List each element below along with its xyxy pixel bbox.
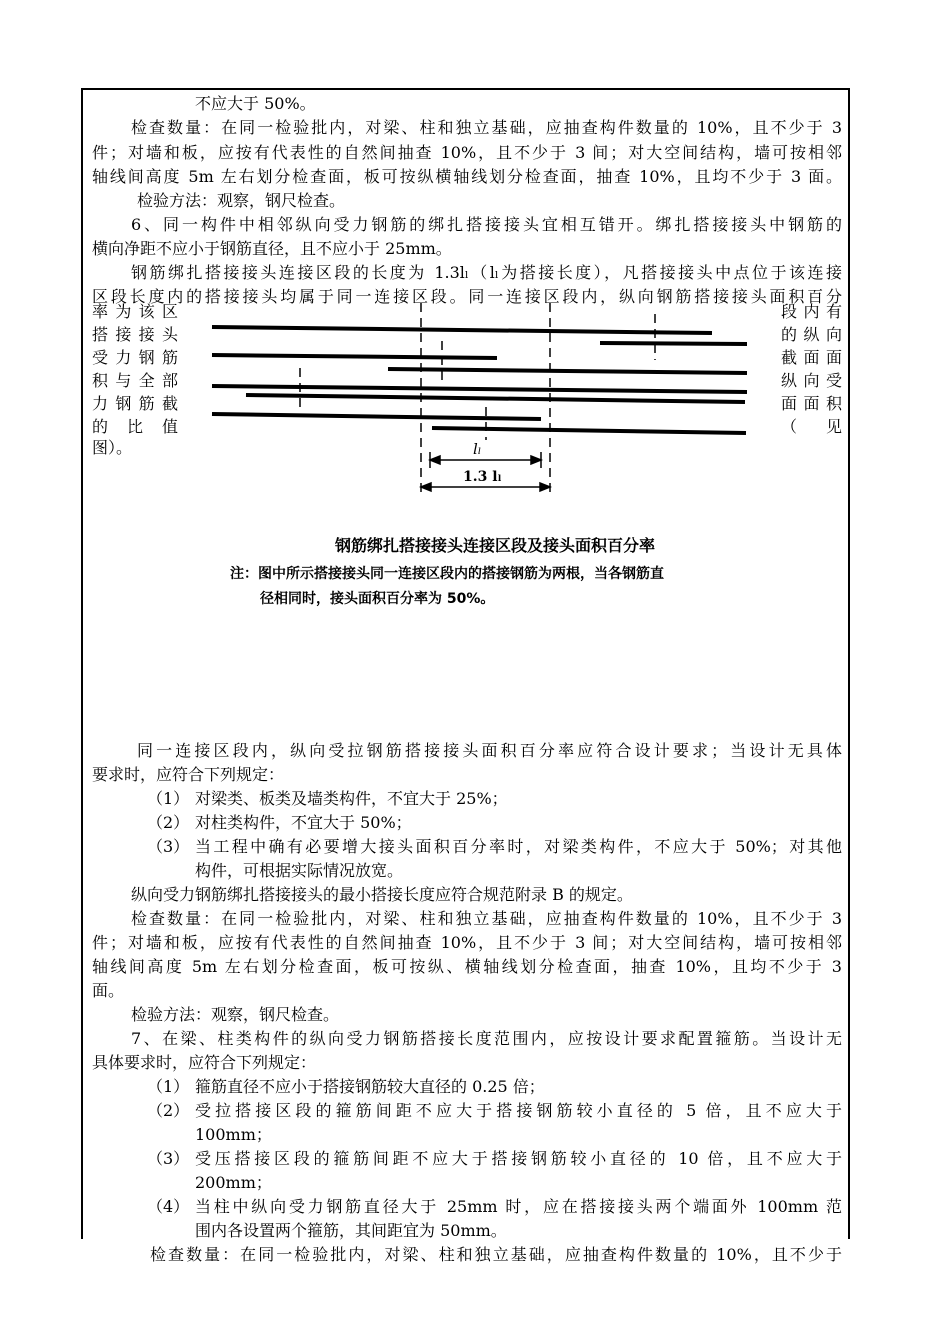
text-line: 不应大于 50%。 bbox=[195, 94, 316, 113]
wrap-left-line: 受力钢筋 bbox=[92, 348, 178, 367]
rebar-bar bbox=[212, 414, 541, 419]
text-line: 6、同一构件中相邻纵向受力钢筋的绑扎搭接接头宜相互错开。绑扎搭接接头中钢筋的 bbox=[131, 215, 842, 234]
rebar-bar bbox=[600, 343, 747, 344]
lap-splice-diagram bbox=[0, 0, 950, 600]
list-number: （1） bbox=[147, 1077, 190, 1096]
text-line: 件；对墙和板，应按有代表性的自然间抽查 10%，且不少于 3 间；对大空间结构，墙可按相邻 bbox=[92, 143, 842, 162]
arrow-head bbox=[540, 483, 550, 491]
wrap-left-line: 的比值 bbox=[92, 417, 178, 436]
text-line: 轴线间高度 5m 左右划分检查面，板可按纵、横轴线划分检查面，抽查 10%，且均不少于 3 bbox=[92, 957, 842, 976]
text-line: 检验方法：观察，钢尺检查。 bbox=[137, 191, 346, 210]
list-item: 当工程中确有必要增大接头面积百分率时，对梁类构件，不应大于 50%；对其他 bbox=[195, 837, 842, 856]
list-item: 箍筋直径不应小于搭接钢筋较大直径的 0.25 倍； bbox=[195, 1077, 545, 1096]
wrap-left-line: 搭接接头 bbox=[92, 325, 178, 344]
arrow-head bbox=[531, 456, 541, 464]
list-number: （3） bbox=[147, 1149, 190, 1168]
wrap-left-line: 率为该区 bbox=[92, 302, 178, 321]
wrap-right-line: 段内有 bbox=[781, 302, 842, 321]
text-line: 检验方法：观察，钢尺检查。 bbox=[131, 1005, 340, 1024]
text-line: 检查数量：在同一检验批内，对梁、柱和独立基础，应抽查构件数量的 10%，且不少于 3 bbox=[131, 118, 842, 137]
wrap-right-line: （见 bbox=[781, 417, 842, 436]
rebar-bar bbox=[212, 355, 497, 358]
arrow-head bbox=[430, 456, 440, 464]
arrow-head bbox=[421, 483, 431, 491]
list-number: （2） bbox=[147, 813, 190, 832]
text-line: 检查数量：在同一检验批内，对梁、柱和独立基础，应抽查构件数量的 10%，且不少于 3 bbox=[131, 909, 842, 928]
list-number: （1） bbox=[147, 789, 190, 808]
wrap-right-line: 的纵向 bbox=[781, 325, 842, 344]
text-line: 区段长度内的搭接接头均属于同一连接区段。同一连接区段内，纵向钢筋搭接接头面积百分 bbox=[92, 287, 842, 306]
text-line: 横向净距不应小于钢筋直径，且不应小于 25mm。 bbox=[92, 239, 452, 258]
label-13l: 1.3 lₗ bbox=[463, 469, 502, 485]
list-number: （2） bbox=[147, 1101, 190, 1120]
list-number: （4） bbox=[147, 1197, 190, 1216]
list-item: 构件，可根据实际情况放宽。 bbox=[195, 861, 404, 880]
list-item: 对梁类、板类及墙类构件，不宜大于 25%； bbox=[195, 789, 508, 808]
figure-note: 注：图中所示搭接接头同一连接区段内的搭接钢筋为两根，当各钢筋直 bbox=[230, 566, 664, 582]
rebar-bar bbox=[432, 428, 746, 433]
wrap-left-line: 积与全部 bbox=[92, 371, 178, 390]
text-line: 纵向受力钢筋绑扎搭接接头的最小搭接长度应符合规范附录 B 的规定。 bbox=[131, 885, 633, 904]
list-item: 围内各设置两个箍筋，其间距宜为 50mm。 bbox=[195, 1221, 507, 1240]
text-line: 件；对墙和板，应按有代表性的自然间抽查 10%，且不少于 3 间；对大空间结构，墙可按相邻 bbox=[92, 933, 842, 952]
figure-title: 钢筋绑扎搭接接头连接区段及接头面积百分率 bbox=[335, 536, 656, 555]
label-l: lₗ bbox=[473, 440, 482, 458]
list-item: 当柱中纵向受力钢筋直径大于 25mm 时，应在搭接接头两个端面外 100mm 范 bbox=[195, 1197, 842, 1216]
list-item: 对柱类构件，不宜大于 50%； bbox=[195, 813, 412, 832]
list-item: 受压搭接区段的箍筋间距不应大于搭接钢筋较小直径的 10 倍，且不应大于 bbox=[195, 1149, 842, 1168]
rebar-bar bbox=[246, 395, 745, 402]
list-number: （3） bbox=[147, 837, 190, 856]
wrap-right-line: 纵向受 bbox=[781, 371, 842, 390]
wrap-left-line: 图）。 bbox=[92, 438, 133, 457]
wrap-right-line: 截面面 bbox=[781, 348, 842, 367]
wrap-left-line: 力钢筋截 bbox=[92, 394, 178, 413]
wrap-right-line: 面面积 bbox=[781, 394, 842, 413]
text-line: 轴线间高度 5m 左右划分检查面，板可按纵横轴线划分检查面，抽查 10%，且均不少于 3 面。 bbox=[92, 167, 842, 186]
rebar-bar bbox=[212, 327, 712, 333]
list-item: 受拉搭接区段的箍筋间距不应大于搭接钢筋较小直径的 5 倍，且不应大于 bbox=[195, 1101, 842, 1120]
list-item: 100mm； bbox=[195, 1125, 272, 1144]
figure-note: 径相同时，接头面积百分率为 50%。 bbox=[260, 591, 495, 607]
text-line: 面。 bbox=[92, 981, 125, 1000]
list-item: 200mm； bbox=[195, 1173, 272, 1192]
text-line: 检查数量：在同一检验批内，对梁、柱和独立基础，应抽查构件数量的 10%，且不少于 bbox=[150, 1245, 842, 1264]
text-line: 钢筋绑扎搭接接头连接区段的长度为 1.3lₗ（lₗ为搭接长度），凡搭接接头中点位于该连接 bbox=[131, 263, 842, 282]
text-line: 7、在梁、柱类构件的纵向受力钢筋搭接长度范围内，应按设计要求配置箍筋。当设计无 bbox=[131, 1029, 842, 1048]
rebar-bar bbox=[212, 386, 747, 392]
text-line: 具体要求时，应符合下列规定： bbox=[92, 1053, 317, 1072]
text-line: 同一连接区段内，纵向受拉钢筋搭接接头面积百分率应符合设计要求；当设计无具体 bbox=[137, 741, 842, 760]
text-line: 要求时，应符合下列规定： bbox=[92, 765, 285, 784]
